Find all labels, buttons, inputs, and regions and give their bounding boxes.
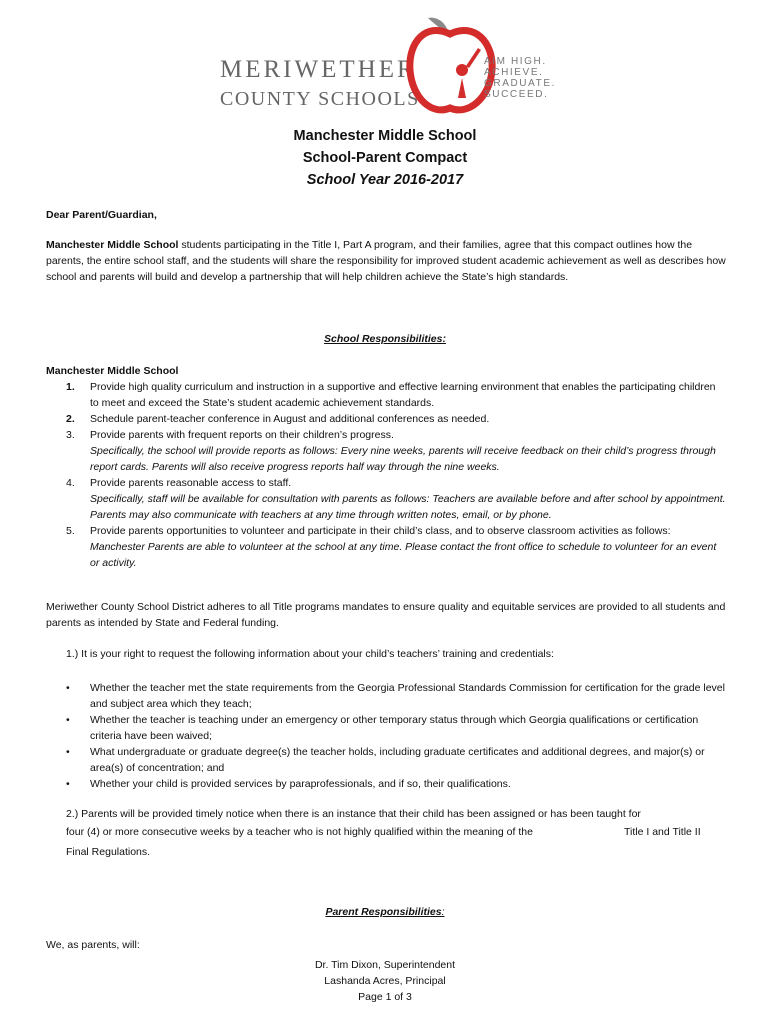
logo-wordmark-line1: MERIWETHER — [220, 56, 417, 83]
list-item: 4. Provide parents reasonable access to staff. Specifically, staff will be available for consultation with parents as follows: Teachers are available before and after school by appointment. Parents may also communicate with teachers at any time through written notes, email, or by phone. — [66, 477, 726, 521]
page-number: Page 1 of 3 — [358, 991, 412, 1003]
school-year-title: School Year 2016-2017 — [306, 172, 464, 188]
rights-item-2-line2: four (4) or more consecutive weeks by a teacher who is not highly qualified within the meaning of the — [66, 826, 533, 838]
list-item: • Whether your child is provided services by paraprofessionals, and if so, their qualifications. — [66, 778, 511, 790]
rights-item-2-line3: Final Regulations. — [66, 846, 151, 858]
list-item: • Whether the teacher is teaching under an emergency or other temporary status through which Georgia qualifications or certification criteria have been waived; — [66, 714, 699, 742]
parent-resp-intro: We, as parents, will: — [46, 939, 140, 951]
list-item: 2. Schedule parent-teacher conference in August and additional conferences as needed. — [66, 413, 490, 425]
list-item: 5. Provide parents opportunities to volunteer and participate in their child’s class, and to observe classroom activities as follows: Manchester Parents are able to volunteer at the school at any time. Please contact the front office to schedule to volunteer for an event or activity. — [46, 523, 726, 571]
list-item: 1. Provide high quality curriculum and instruction in a supportive and effective learning environment that enables the participating children to meet and exceed the State’s student academic achievement standards. — [66, 381, 716, 409]
list-item: 3. Provide parents with frequent reports on their children’s progress. Specifically, the school will provide reports as follows: Every nine weeks, parents will receive feedback on their child’s progress through report cards. Parents will also receive progress reports half way through the nine weeks. — [46, 427, 726, 475]
school-title: Manchester Middle School — [293, 128, 477, 144]
logo-wordmark-line2: COUNTY SCHOOLS — [220, 88, 420, 110]
list-item: • What undergraduate or graduate degree(s) the teacher holds, including graduate certificates and additional degrees, and major(s) or area(s) of concentration; and — [66, 746, 705, 774]
compact-title: School-Parent Compact — [302, 150, 468, 166]
list-item-note: Specifically, the school will provide reports as follows: Every nine weeks, parents will receive feedback on their child’s progress through report cards. Parents will also receive progress reports half way through the nine weeks. — [90, 445, 716, 473]
school-responsibilities-list — [46, 379, 726, 571]
footer-superintendent: Dr. Tim Dixon, Superintendent — [314, 959, 456, 971]
teacher-info-bullets — [66, 680, 726, 792]
district-statement: Meriwether County School District adheres to all Title programs mandates to ensure quality and equitable services are provided to all students and parents as intended by State and Federal funding. — [46, 601, 726, 629]
rights-item-2-line2-end: Title I and Title II — [624, 826, 701, 838]
footer-principal: Lashanda Acres, Principal — [324, 975, 446, 987]
intro-text: students participating in the Title I, Part A program, and their families, agree that this compact outlines how the parents, the entire school staff, and the students will share the responsibility for improved student academic achievement as well as describes how school and parents will build and develop a partnership that will help children achieve the State’s high standards. — [46, 239, 726, 283]
list-item: • Whether the teacher met the state requirements from the Georgia Professional Standards Commission for certification for the grade level and subject area which they teach; — [66, 682, 725, 710]
intro-school-name: Manchester Middle School — [46, 239, 179, 251]
list-item-note: Specifically, staff will be available for consultation with parents as follows: Teachers are available before and after school by appointment. Parents may also communicate with teachers at any time through written notes, email, or by phone. — [90, 493, 726, 521]
intro-paragraph — [46, 237, 726, 285]
rights-item-1: 1.) It is your right to request the following information about your child’s teachers’ training and credentials: — [66, 648, 554, 660]
rights-item-2-line1: 2.) Parents will be provided timely notice when there is an instance that their child has been assigned or has been taught for — [66, 808, 641, 820]
list-item-note: Manchester Parents are able to volunteer at the school at any time. Please contact the front office to schedule to volunteer for an event or activity. — [90, 541, 717, 569]
district-logo — [214, 12, 574, 132]
logo-motto: AIM HIGH. ACHIEVE. GRADUATE. SUCCEED. — [484, 56, 556, 100]
school-responsibilities-heading: School Responsibilities: — [324, 333, 446, 345]
parent-responsibilities-heading: Parent Responsibilities: — [325, 906, 445, 918]
greeting: Dear Parent/Guardian, — [46, 209, 157, 221]
apple-logo-icon — [406, 12, 496, 117]
school-resp-subheading: Manchester Middle School — [46, 365, 179, 377]
